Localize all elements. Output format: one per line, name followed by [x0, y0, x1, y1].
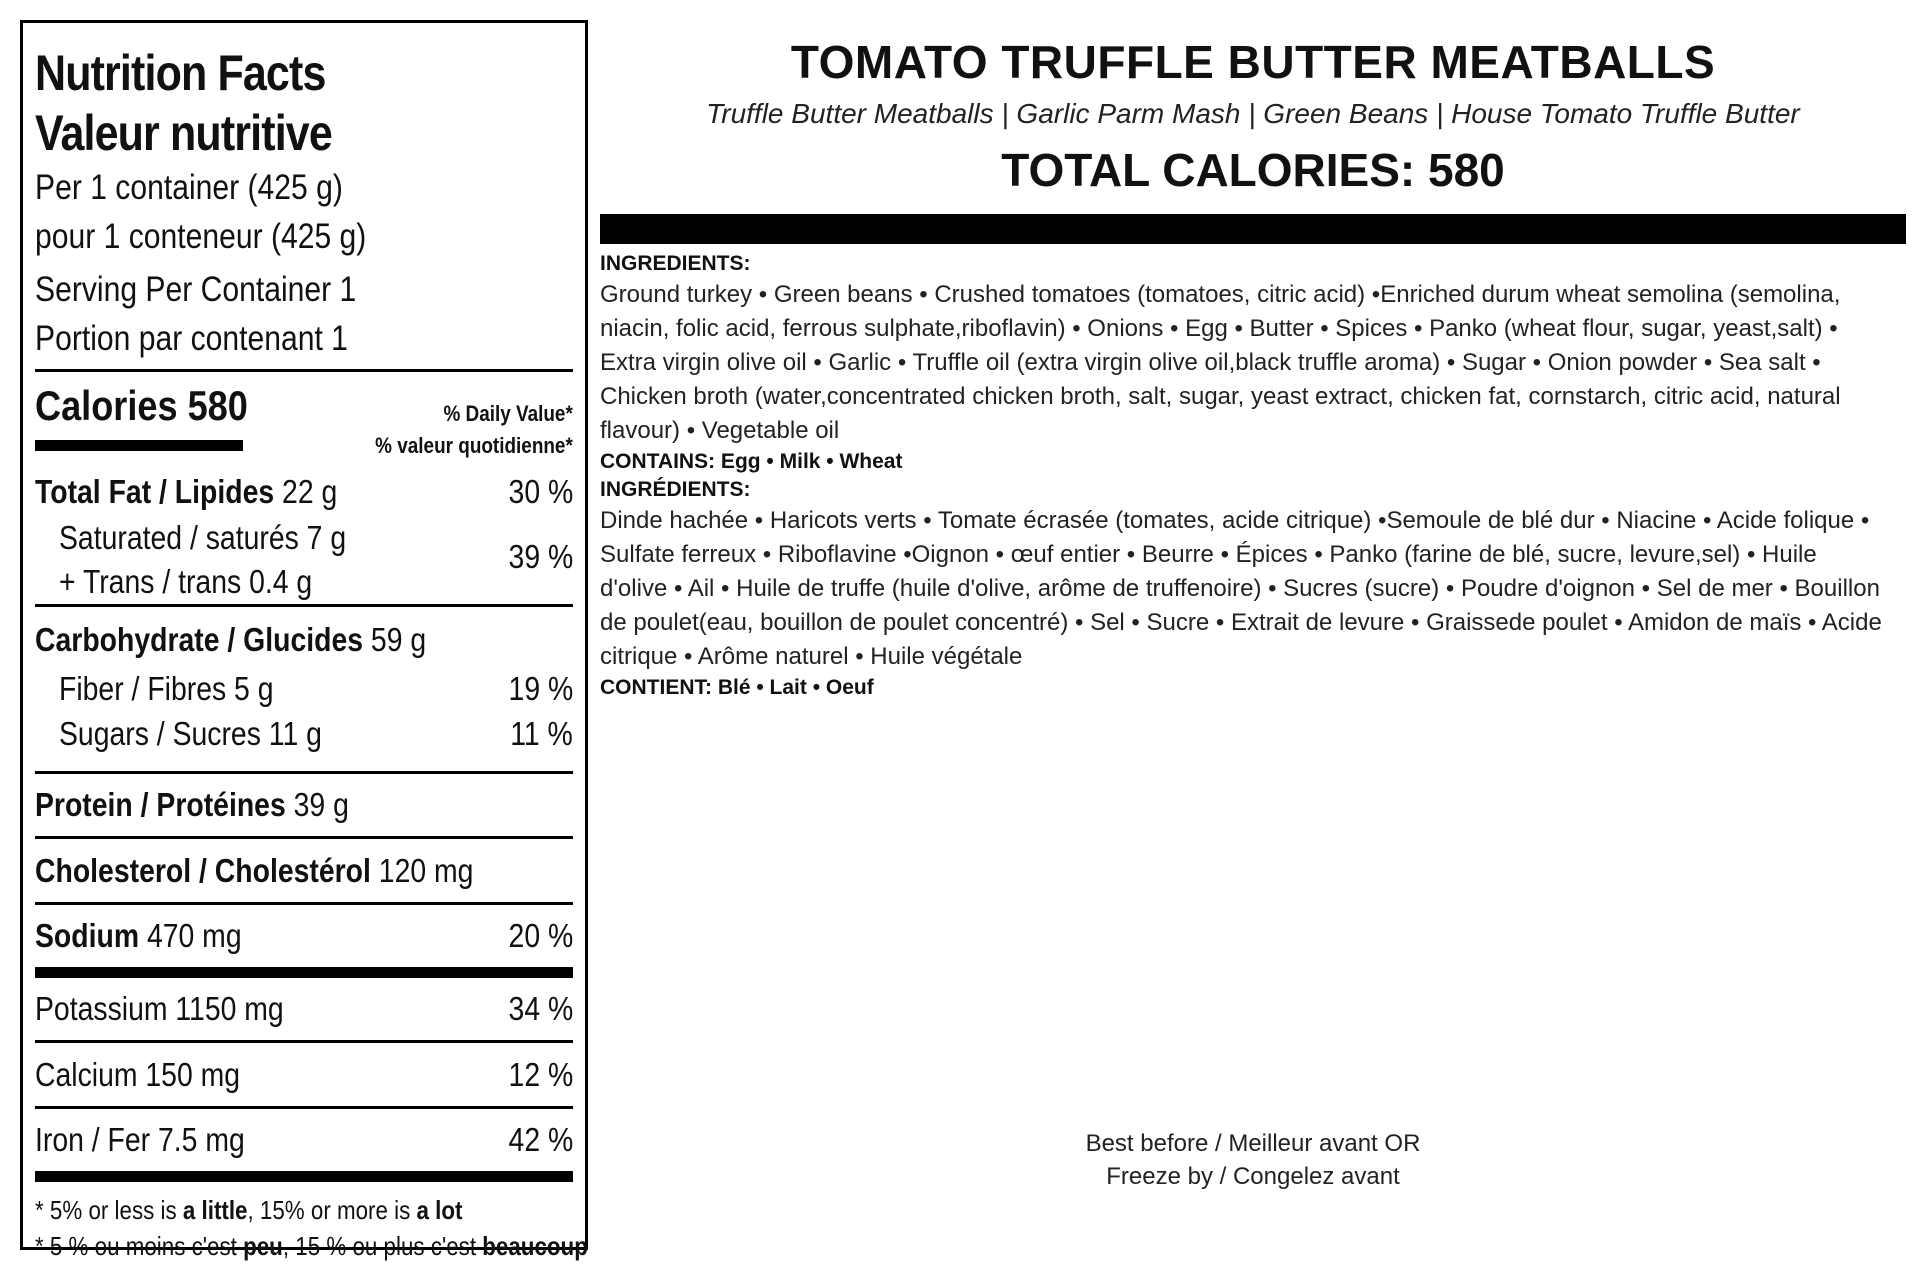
calories-block — [35, 372, 573, 464]
servings-per-container-fr: Portion par contenant 1 — [35, 319, 348, 358]
nutrition-title-en: Nutrition Facts — [35, 45, 326, 101]
divider — [35, 604, 573, 607]
sugars-label: Sugars / Sucres 11 g — [59, 715, 322, 752]
sat-trans-pct: 39 % — [508, 538, 573, 575]
cholesterol-row — [35, 839, 573, 902]
carbohydrate-row — [35, 613, 573, 667]
carbohydrate-label: Carbohydrate / Glucides — [35, 621, 364, 658]
product-title: TOMATO TRUFFLE BUTTER MEATBALLS — [790, 36, 1716, 88]
iron-row — [35, 1109, 573, 1171]
fiber-label: Fiber / Fibres 5 g — [59, 670, 274, 707]
nutrition-facts-panel — [20, 20, 588, 1261]
cholesterol-amount: 120 mg — [370, 851, 474, 889]
potassium-label: Potassium 1150 mg — [35, 990, 284, 1027]
nutrition-title-fr: Valeur nutritive — [35, 105, 332, 161]
sodium-row — [35, 905, 573, 967]
potassium-pct: 34 % — [508, 990, 573, 1027]
freeze-by-text: Freeze by / Congelez avant — [1106, 1163, 1400, 1190]
calories-bar — [35, 440, 243, 451]
total-fat-pct: 30 % — [508, 473, 573, 510]
sodium-pct: 20 % — [508, 917, 573, 954]
footnote-en: * 5% or less is a little, 15% or more is a lot — [35, 1195, 463, 1225]
product-info — [600, 0, 1906, 1190]
calories: Calories 580 — [35, 382, 248, 429]
calcium-label: Calcium 150 mg — [35, 1055, 241, 1093]
black-bar — [600, 214, 1906, 244]
total-fat-row — [35, 470, 573, 514]
calcium-row — [35, 1043, 573, 1106]
best-before-text: Best before / Meilleur avant OR — [1085, 1130, 1421, 1157]
serving-size-fr: pour 1 conteneur (425 g) — [35, 217, 367, 256]
cholesterol-label: Cholesterol / Cholestérol — [35, 851, 371, 889]
trans-fat-row — [35, 562, 573, 602]
trans-fat-label: + Trans / trans 0.4 g — [59, 563, 313, 600]
daily-value-header — [375, 398, 573, 462]
sodium-amount: 470 mg — [139, 917, 242, 954]
protein-row — [35, 774, 573, 836]
fat-group — [35, 464, 573, 604]
ingredients-fr: Dinde hachée • Haricots verts • Tomate écrasée (tomates, acide citrique) •Semoule de blé dur • Niacine • Acide folique • Sulfate ferreux • Riboflavine •Oignon • œuf entier • Beurre • Épices • Panko (farine de blé, sucre, levure,sel) • Huile d'olive • Ail • Huile de truffe (huile d'olive, arôme de truffenoire) • Sucres (sucre) • Poudre d'oignon • Sel de mer • Bouillon de poulet(eau, bouillon de poulet concentré) • Sel • Sucre • Extrait de levure • Graissede poulet • Amidon de maïs • Acide citrique • Arôme naturel • Huile végétale — [600, 507, 1882, 670]
contains-fr: CONTIENT: Blé • Lait • Oeuf — [600, 676, 874, 699]
daily-value-fr: % valeur quotidienne* — [375, 433, 573, 458]
fiber-row — [35, 667, 573, 711]
calcium-pct: 12 % — [508, 1055, 573, 1093]
protein-label: Protein / Protéines — [35, 786, 286, 823]
thick-divider — [35, 1171, 573, 1182]
iron-label: Iron / Fer 7.5 mg — [35, 1121, 245, 1158]
sugars-row — [35, 711, 573, 757]
protein-amount: 39 g — [285, 786, 349, 823]
ingredients-heading-en: INGREDIENTS: — [600, 252, 751, 275]
servings-per-container-en: Serving Per Container 1 — [35, 270, 357, 309]
ingredients-en: Ground turkey • Green beans • Crushed tomatoes (tomatoes, citric acid) •Enriched durum wheat semolina (semolina, niacin, folic acid, ferrous sulphate,riboflavin) • Onions • Egg • Butter • Spices • Panko (wheat flour, sugar, yeast,salt) • Extra virgin olive oil • Garlic • Truffle oil (extra virgin olive oil,black truffle aroma) • Sugar • Onion powder • Sea salt • Chicken broth (water,concentrated chicken broth, salt, sugar, yeast extract, chicken fat, cornstarch, citric acid, natural flavour) • Vegetable oil — [600, 281, 1841, 444]
sodium-label: Sodium — [35, 917, 140, 954]
fiber-pct: 19 % — [508, 670, 573, 707]
total-fat-label: Total Fat / Lipides — [35, 473, 275, 510]
daily-value-en: % Daily Value* — [443, 401, 573, 426]
saturated-fat-row — [35, 518, 573, 558]
carbohydrate-amount: 59 g — [363, 621, 427, 658]
footnote-fr: * 5 % ou moins c'est peu, 15 % ou plus c'est beaucoup — [35, 1231, 588, 1261]
potassium-row — [35, 978, 573, 1040]
serving-size-en: Per 1 container (425 g) — [35, 168, 343, 207]
sugars-pct: 11 % — [510, 715, 573, 752]
total-calories: TOTAL CALORIES: 580 — [1001, 144, 1505, 196]
total-fat-amount: 22 g — [274, 473, 338, 510]
saturated-fat-label: Saturated / saturés 7 g — [59, 519, 347, 556]
contains-en: CONTAINS: Egg • Milk • Wheat — [600, 450, 903, 473]
ingredients-heading-fr: INGRÉDIENTS: — [600, 478, 751, 501]
thick-divider — [35, 967, 573, 978]
product-subtitle: Truffle Butter Meatballs | Garlic Parm Mash | Green Beans | House Tomato Truffle Butter — [706, 98, 1800, 129]
best-before-block — [600, 1127, 1906, 1193]
iron-pct: 42 % — [508, 1121, 573, 1158]
